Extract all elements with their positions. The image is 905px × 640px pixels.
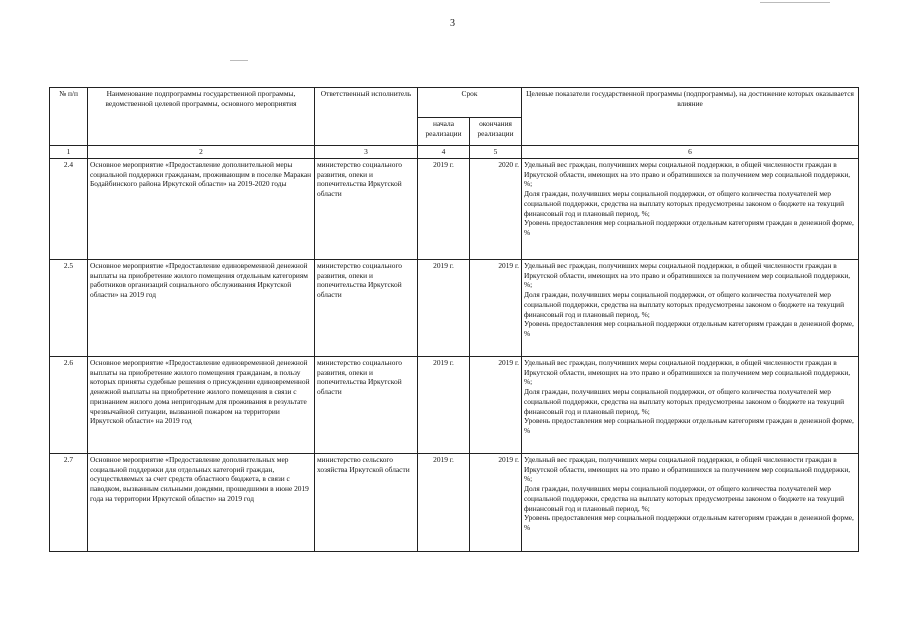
- row-start-year: 2019 г.: [418, 259, 470, 356]
- row-start-year: 2019 г.: [418, 356, 470, 453]
- row-start-year: 2019 г.: [418, 158, 470, 259]
- table-row: [50, 259, 859, 356]
- header-executor: Ответственный исполнитель: [315, 88, 418, 146]
- row-executor: министерство социального развития, опеки и попечительства Иркутской области: [315, 356, 418, 453]
- header-term-end: окончания реализации: [470, 118, 522, 146]
- row-number: 2.4: [50, 158, 88, 259]
- page-number: 3: [450, 18, 455, 29]
- row-start-year: 2019 г.: [418, 453, 470, 551]
- row-indicators: [522, 356, 859, 453]
- column-index: 5: [470, 146, 522, 159]
- row-number: 2.7: [50, 453, 88, 551]
- row-end-year: 2019 г.: [470, 453, 522, 551]
- header-term-start: начала реализации: [418, 118, 470, 146]
- row-measure-name: Основное мероприятие «Предоставление единовременной денежной выплаты на приобретение жилого помещения отдельным категориям работников организаций социального обслуживания Иркутской области» на 2019 год: [88, 259, 315, 356]
- row-indicators: [522, 158, 859, 259]
- column-index: 6: [522, 146, 859, 159]
- row-indicators-text: Удельный вес граждан, получивших меры социальной поддержки, в общей численности граждан в Иркутской области, имеющих на это право и обратившихся за получением мер социальной поддержки, %; Доля граждан, получивших меры социальной поддержки, от общего количества получателей мер социальной поддержки, средства на выплату которых предусмотрены законом о бюджете на текущий финансовый год и плановый период, %; Уровень предоставления мер социальной поддержки отдельным категориям граждан в денежной форме, %: [524, 454, 854, 533]
- row-measure-name: Основное мероприятие «Предоставление единовременной денежной выплаты на приобретение жилого помещения гражданам, в пользу которых приняты судебные решения о присуждении единовременной денежной выплаты на приобретение жилого помещения в связи с признанием жилого дома непригодным для проживания в результате чрезвычайной ситуации, вызванной пожаром на территории Иркутской области» на 2019 год: [88, 356, 315, 453]
- column-index: 4: [418, 146, 470, 159]
- row-indicators: [522, 259, 859, 356]
- header-indicators: Целевые показатели государственной программы (подпрограммы), на достижение которых оказывается влияние: [522, 88, 859, 146]
- table-row: [50, 158, 859, 259]
- header-num: № п/п: [50, 88, 88, 146]
- header-name: Наименование подпрограммы государственной программы, ведомственной целевой программы, основного мероприятия: [88, 88, 315, 146]
- table-row: [50, 453, 859, 551]
- column-index: 3: [315, 146, 418, 159]
- row-indicators-text: Удельный вес граждан, получивших меры социальной поддержки, в общей численности граждан в Иркутской области, имеющих на это право и обратившихся за получением мер социальной поддержки, %; Доля граждан, получивших меры социальной поддержки, от общего количества получателей мер социальной поддержки, средства на выплату которых предусмотрены законом о бюджете на текущий финансовый год и плановый период, %; Уровень предоставления мер социальной поддержки отдельным категориям граждан в денежной форме, %: [524, 159, 854, 238]
- row-measure-name: Основное мероприятие «Предоставление дополнительных мер социальной поддержки для отдельных категорий граждан, осуществляемых за счет средств областного бюджета, в связи с паводком, вызванным сильными дождями, прошедшими в июне 2019 года на территории Иркутской области» на 2019 год: [88, 453, 315, 551]
- column-index: 1: [50, 146, 88, 159]
- row-indicators-text: Удельный вес граждан, получивших меры социальной поддержки, в общей численности граждан в Иркутской области, имеющих на это право и обратившихся за получением мер социальной поддержки, %; Доля граждан, получивших меры социальной поддержки, от общего количества получателей мер социальной поддержки, средства на выплату которых предусмотрены законом о бюджете на текущий финансовый год и плановый период, %; Уровень предоставления мер социальной поддержки отдельным категориям граждан в денежной форме, %: [524, 357, 854, 436]
- row-end-year: 2019 г.: [470, 259, 522, 356]
- row-indicators-text: Удельный вес граждан, получивших меры социальной поддержки, в общей численности граждан в Иркутской области, имеющих на это право и обратившихся за получением мер социальной поддержки, %; Доля граждан, получивших меры социальной поддержки, от общего количества получателей мер социальной поддержки, средства на выплату которых предусмотрены законом о бюджете на текущий финансовый год и плановый период, %; Уровень предоставления мер социальной поддержки отдельным категориям граждан в денежной форме, %: [524, 260, 854, 339]
- column-index: 2: [88, 146, 315, 159]
- table-row: [50, 356, 859, 453]
- row-end-year: 2020 г.: [470, 158, 522, 259]
- scan-artifact: [230, 60, 248, 61]
- row-number: 2.6: [50, 356, 88, 453]
- row-end-year: 2019 г.: [470, 356, 522, 453]
- row-number: 2.5: [50, 259, 88, 356]
- row-executor: министерство сельского хозяйства Иркутской области: [315, 453, 418, 551]
- program-measures-table: [49, 87, 859, 552]
- row-executor: министерство социального развития, опеки и попечительства Иркутской области: [315, 259, 418, 356]
- row-executor: министерство социального развития, опеки и попечительства Иркутской области: [315, 158, 418, 259]
- scan-artifact: [760, 2, 830, 3]
- row-measure-name: Основное мероприятие «Предоставление дополнительной меры социальной поддержки гражданам, проживающим в поселке Маракан Бодайбинского района Иркутской области» на 2019-2020 годы: [88, 158, 315, 259]
- header-term: Срок: [418, 88, 522, 118]
- row-indicators: [522, 453, 859, 551]
